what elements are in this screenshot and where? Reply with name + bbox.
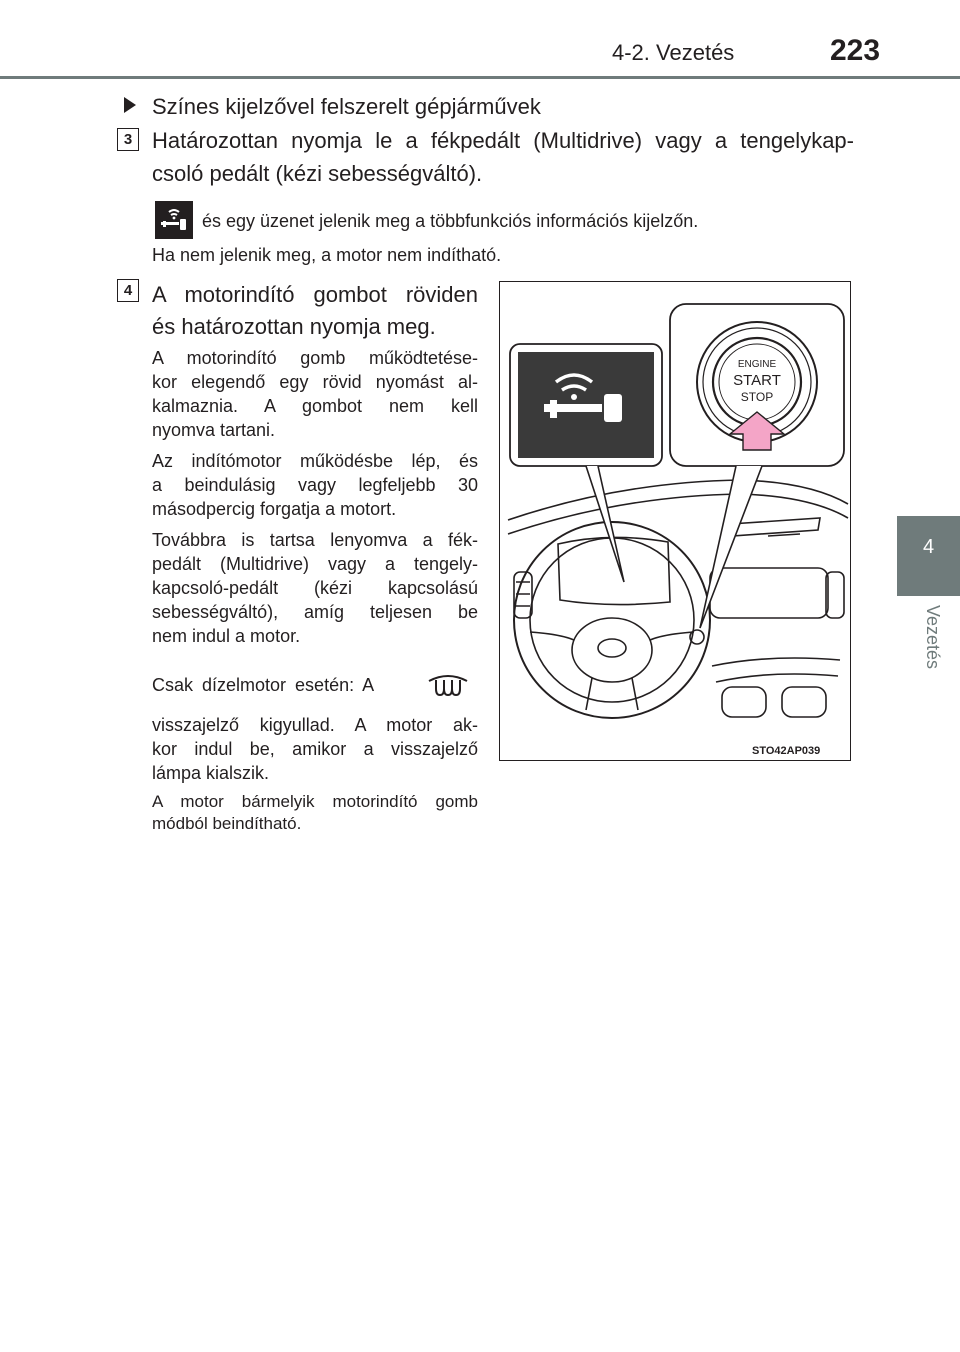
para3-line-5: nem indul a motor. — [152, 626, 301, 646]
step-number-4: 4 — [117, 279, 139, 302]
para3-line-2: pedált (Multidrive) vagy a tengely- — [152, 554, 478, 574]
para5-line-2: módból beindítható. — [152, 814, 302, 833]
para1-line-2: kor elegendő egy rövid nyomást al- — [152, 372, 478, 392]
para4-line-3: lámpa kialszik. — [152, 763, 270, 783]
button-text-engine: ENGINE — [737, 359, 777, 370]
para2-line-3: másodpercig forgatja a motort. — [152, 499, 397, 519]
page-number: 223 — [830, 34, 881, 67]
dashboard-illustration — [499, 281, 851, 761]
step-4-line-2: és határozottan nyomja meg. — [152, 314, 436, 339]
glow-plug-icon — [427, 673, 469, 699]
section-title: 4-2. Vezetés — [612, 40, 735, 65]
diesel-intro: Csak dízelmotor esetén: A — [152, 675, 375, 695]
para2-line-2: a beindulásig vagy legfeljebb 30 — [152, 475, 478, 495]
step-number-3: 3 — [117, 128, 139, 151]
step-3-line-1: Határozottan nyomja le a fékpedált (Multidrive) vagy a tengelykap- — [152, 128, 854, 153]
para3-line-1: Továbbra is tartsa lenyomva a fék- — [152, 530, 478, 550]
para4-line-2: kor indul be, amikor a visszajelző — [152, 739, 478, 759]
step-4-line-1: A motorindító gombot röviden — [152, 282, 478, 307]
chapter-tab-label: Vezetés — [923, 605, 943, 670]
triangle-bullet-icon — [124, 97, 136, 113]
para1-line-3: kalmaznia. A gombot nem kell — [152, 396, 478, 416]
key-wireless-icon — [155, 201, 193, 239]
step-3-note-1: és egy üzenet jelenik meg a többfunkciós információs kijelzőn. — [202, 211, 699, 231]
chapter-tab-number: 4 — [922, 536, 935, 558]
figure-code: STO42AP039 — [752, 745, 821, 757]
para5-line-1: A motor bármelyik motorindító gomb — [152, 792, 478, 811]
dashboard-drawing — [500, 282, 852, 762]
para1-line-1: A motorindító gomb működtetése- — [152, 348, 478, 368]
para4-line-1: visszajelző kigyullad. A motor ak- — [152, 715, 478, 735]
header-rule — [0, 76, 960, 79]
step-3-note-2: Ha nem jelenik meg, a motor nem indítható. — [152, 245, 502, 265]
button-text-start: START — [733, 372, 781, 389]
para3-line-3: kapcsoló-pedált (kézi kapcsolású — [152, 578, 478, 598]
para3-line-4: sebességváltó), amíg teljesen be — [152, 602, 478, 622]
step-3-line-2: csoló pedált (kézi sebességváltó). — [152, 161, 483, 186]
para1-line-4: nyomva tartani. — [152, 420, 276, 440]
section-heading: Színes kijelzővel felszerelt gépjárművek — [152, 94, 541, 119]
button-text-stop: STOP — [740, 390, 774, 404]
para2-line-1: Az indítómotor működésbe lép, és — [152, 451, 478, 471]
